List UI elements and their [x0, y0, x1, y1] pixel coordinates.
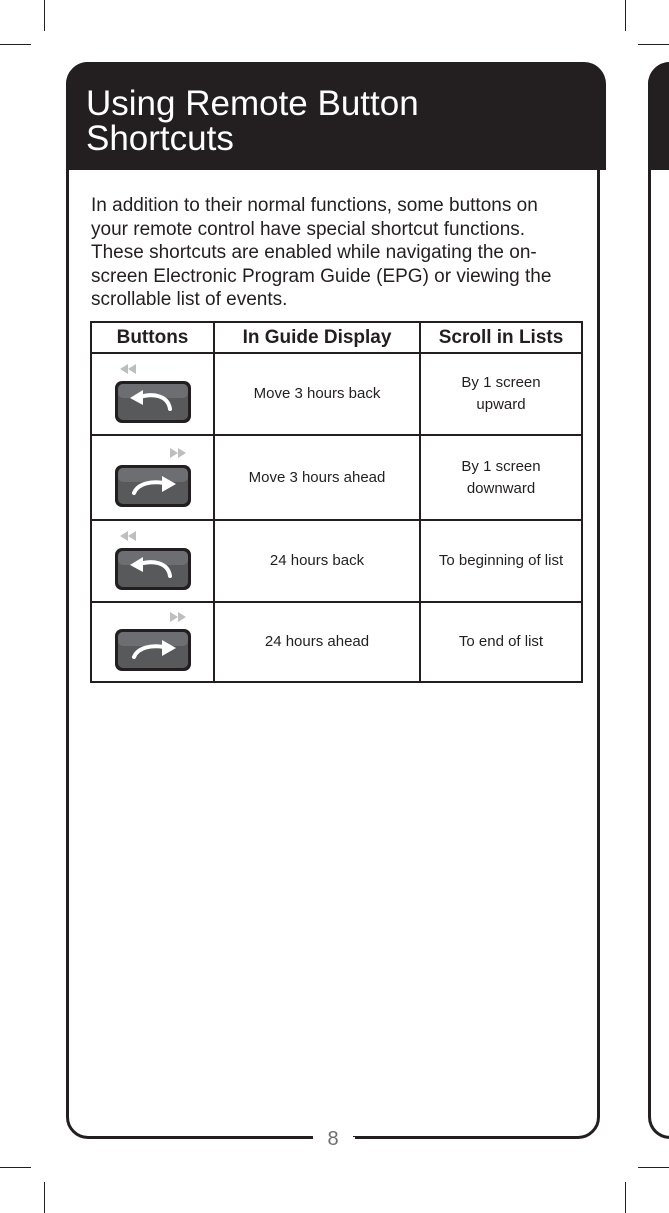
scroll-action: By 1 screen upward [420, 353, 582, 435]
crop-mark [0, 1167, 31, 1168]
table-header-row [91, 322, 582, 353]
crop-mark [0, 44, 31, 45]
guide-action: Move 3 hours back [214, 353, 420, 435]
next-page-header [648, 62, 669, 170]
forward-arrow-button-icon [112, 611, 194, 673]
page-number: 8 [313, 1128, 353, 1151]
crop-mark [638, 44, 669, 45]
shortcut-table [90, 321, 583, 683]
crop-mark [44, 0, 45, 31]
next-page-edge [648, 62, 669, 1139]
crop-mark [638, 1167, 669, 1168]
rewind-icon [120, 531, 136, 541]
crop-mark [625, 0, 626, 31]
back-arrow-button-icon [112, 363, 194, 425]
guide-action: 24 hours back [214, 520, 420, 602]
crop-mark [625, 1182, 626, 1213]
guide-action: 24 hours ahead [214, 602, 420, 682]
table-row [91, 602, 582, 682]
table-row [91, 353, 582, 435]
intro-paragraph: In addition to their normal functions, some buttons on your remote control have special shortcut functions. These shortcuts are enabled while navigating the on-screen Electronic Program Guide (EPG) or viewing the scrollable list of events. [91, 195, 552, 310]
forward-arrow-button-icon [112, 447, 194, 509]
button-cell [91, 435, 214, 520]
button-cell [91, 520, 214, 602]
page-title: Using Remote Button Shortcuts [86, 84, 419, 158]
button-cell [91, 602, 214, 682]
scroll-action: To beginning of list [420, 520, 582, 602]
manual-page-card [66, 62, 600, 1150]
back-arrow-button-icon [112, 530, 194, 592]
rewind-icon [120, 364, 136, 374]
fast-forward-icon [170, 448, 186, 458]
crop-mark [44, 1182, 45, 1213]
guide-action: Move 3 hours ahead [214, 435, 420, 520]
page-header [66, 62, 606, 170]
column-header-guide: In Guide Display [214, 322, 420, 353]
scroll-action: By 1 screen downward [420, 435, 582, 520]
table-row [91, 520, 582, 602]
button-cell [91, 353, 214, 435]
scroll-action: To end of list [420, 602, 582, 682]
column-header-scroll: Scroll in Lists [420, 322, 582, 353]
table-row [91, 435, 582, 520]
fast-forward-icon [170, 612, 186, 622]
column-header-buttons: Buttons [91, 322, 214, 353]
